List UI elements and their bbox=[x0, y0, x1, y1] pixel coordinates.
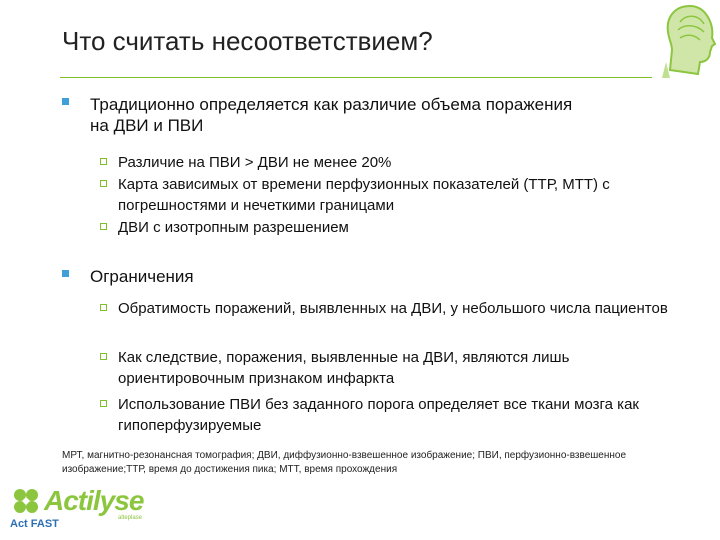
square-bullet-icon bbox=[62, 270, 69, 277]
hollow-square-bullet-icon bbox=[100, 304, 107, 311]
hollow-square-bullet-icon bbox=[100, 180, 107, 187]
brand-generic: alteplase bbox=[118, 515, 143, 521]
title-divider bbox=[60, 77, 652, 78]
clover-logo-icon bbox=[10, 487, 42, 517]
hollow-square-bullet-icon bbox=[100, 353, 107, 360]
hollow-square-bullet-icon bbox=[100, 158, 107, 165]
hollow-square-bullet-icon bbox=[100, 400, 107, 407]
sub-bullet-2-1: Обратимость поражений, выявленных на ДВИ, у небольшого числа пациентов bbox=[100, 298, 670, 319]
sub-bullet-1-1: Различие на ПВИ > ДВИ не менее 20% bbox=[100, 152, 670, 173]
brand-logo bbox=[10, 487, 155, 535]
square-bullet-icon bbox=[62, 98, 69, 105]
brand-tagline: Act FAST bbox=[10, 518, 59, 530]
sub-bullet-1-3: ДВИ с изотропным разрешением bbox=[100, 217, 670, 238]
hollow-square-bullet-icon bbox=[100, 223, 107, 230]
bullet-2: Ограничения bbox=[62, 266, 622, 287]
bullet-1: Традиционно определяется как различие объема поражения на ДВИ и ПВИ bbox=[62, 94, 582, 136]
sub-bullet-2-2: Как следствие, поражения, выявленные на ДВИ, являются лишь ориентировочным признаком инфаркта bbox=[100, 347, 670, 389]
footnote: МРТ, магнитно-резонансная томография; ДВИ, диффузионно-взвешенное изображение; ПВИ, перфузионно-взвешенное изображение;ТТР, время до достижения пика; МТТ, время прохождения bbox=[62, 450, 627, 475]
sub-bullet-1-2: Карта зависимых от времени перфузионных показателей (ТТР, МТТ) с погрешностями и нечеткими границами bbox=[100, 174, 670, 216]
page-title: Что считать несоответствием? bbox=[62, 26, 433, 56]
head-profile-icon bbox=[660, 0, 720, 80]
sub-bullet-2-3: Использование ПВИ без заданного порога определяет все ткани мозга как гипоперфузируемые bbox=[100, 394, 670, 436]
brand-name: Actilyse bbox=[44, 485, 144, 516]
